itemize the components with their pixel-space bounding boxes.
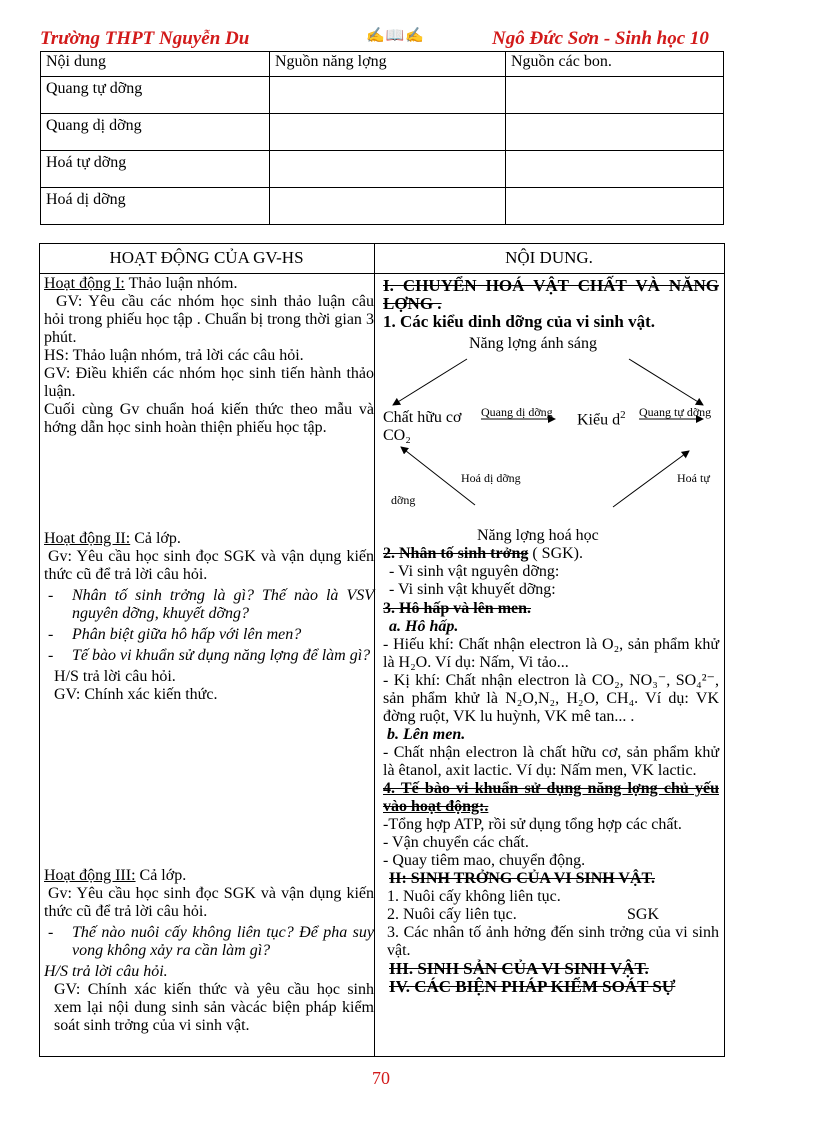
- activity-3: [44, 867, 374, 1035]
- table-cell: Hoá dị dỡng: [41, 188, 270, 225]
- section-heading: II: SINH TRỞNG CỦA VI SINH VẬT.: [389, 870, 655, 887]
- section-heading: I. CHUYỂN HOÁ VẬT CHẤT VÀ NĂNG LỢNG .: [383, 276, 719, 313]
- activity-subtitle: Thảo luận nhóm.: [124, 275, 238, 292]
- header-school: Trường THPT Nguyễn Du: [40, 28, 250, 49]
- paragraph: Gv: Yêu cầu học sinh đọc SGK và vận dụng kiến thức cũ để trả lời câu hỏi.: [44, 885, 374, 920]
- table-header-row: [41, 52, 724, 77]
- sgk-note: SGK: [627, 906, 660, 923]
- question-list: [44, 924, 374, 960]
- table-cell: [506, 151, 724, 188]
- diagram-label-hoa-tu: Hoá tự: [677, 471, 710, 485]
- arrow-light-to-right: [629, 359, 703, 405]
- subsection-heading: 1. Các kiểu dinh dỡng của vi sinh vật.: [383, 312, 656, 331]
- list-item: - Thế nào nuôi cấy không liên tục? Để pha suy vong không xảy ra cần làm gì?: [44, 924, 374, 960]
- header-ornament-icon: ✍📖✍: [366, 28, 426, 44]
- section-heading: 3. Hô hấp và lên men.: [383, 600, 532, 617]
- diagram-center-text: Kiểu d: [577, 411, 621, 429]
- content-heading: NỘI DUNG.: [505, 248, 593, 267]
- table-header-cell: Nội dung: [41, 52, 270, 77]
- paragraph: H/S trả lời câu hỏi.: [44, 963, 168, 980]
- list-item: - Vận chuyển các chất.: [383, 834, 529, 851]
- section-heading: III. SINH SẢN CỦA VI SINH VẬT.: [389, 959, 649, 978]
- section-note: ( SGK).: [528, 545, 584, 562]
- diagram-organic: Chất hữu cơ: [383, 409, 462, 426]
- table-cell: Quang tự dỡng: [41, 77, 270, 114]
- table-header-cell: Nguồn các bon.: [506, 52, 724, 77]
- paragraph: Cuối cùng Gv chuẩn hoá kiến thức theo mẫu và hớng dẫn học sinh hoàn thiện phiếu học tập.: [44, 401, 374, 436]
- paragraph: GV: Chính xác kiến thức và yêu cầu học sinh xem lại nội dung sinh sản vàcác biện pháp kiểm soát sinh trởng của vi sinh vật.: [54, 981, 374, 1034]
- paragraph: GV: Yêu cầu các nhóm học sinh thảo luận câu hỏi trong phiếu học tập . Chuẩn bị trong thời gian 3 phút.: [44, 293, 374, 346]
- diagram-label-hoa-di-dong: Hoá dị dỡng: [461, 471, 521, 485]
- list-item: - Tế bào vi khuẩn sử dụng năng lợng để làm gì?: [44, 647, 374, 665]
- subsection-heading: a. Hô hấp.: [389, 618, 459, 635]
- list-item: - Vi sinh vật nguyên dỡng:: [389, 563, 560, 580]
- table-header-cell: Nguồn năng lợng: [270, 52, 506, 77]
- diagram-center: [577, 409, 626, 429]
- lesson-table: [39, 243, 725, 1057]
- paragraph: HS: Thảo luận nhóm, trả lời các câu hỏi.: [44, 347, 304, 364]
- header-divider: [39, 273, 725, 274]
- list-item: 1. Nuôi cấy không liên tục.: [387, 888, 561, 905]
- section-heading: 4. Tế bào vi khuẩn sử dụng năng lợng chủ yếu vào hoạt động:.: [383, 780, 719, 815]
- paragraph: GV: Điều khiển các nhóm học sinh tiến hành thảo luận.: [44, 365, 374, 400]
- diagram-label-quang-di-dong: Quang dị dỡng: [481, 405, 553, 419]
- activity-subtitle: Cả lớp.: [130, 530, 181, 547]
- table-cell: [270, 77, 506, 114]
- list-item: 3. Các nhân tố ảnh hởng đến sinh trởng của vi sinh vật.: [387, 924, 719, 959]
- page-number: 70: [372, 1068, 390, 1088]
- column-divider: [374, 243, 375, 1057]
- paragraph: - Kị khí: Chất nhận electron là CO₂, NO₃⁻, SO₄²⁻, sản phẩm khử là N₂O,N₂, H₂O, CH₄. Ví dụ: VK đờng ruột, VK lu huỳnh, VK mê tan... .: [383, 672, 719, 725]
- paragraph: Gv: Yêu cầu học sinh đọc SGK và vận dụng kiến thức cũ để trả lời câu hỏi.: [44, 548, 374, 583]
- diagram-label-quang-tu-dong: Quang tự dỡng: [639, 405, 712, 419]
- table-cell: [506, 114, 724, 151]
- list-item: - Nhân tố sinh trởng là gì? Thế nào là VSV nguyên dỡng, khuyết dỡng?: [44, 587, 374, 623]
- section-heading: IV. CÁC BIỆN PHÁP KIỂM SOÁT SỰ: [389, 977, 676, 996]
- paragraph: - Chất nhận electron là chất hữu cơ, sản phẩm khử là êtanol, axit lactic. Ví dụ: Nấm men, VK lactic.: [383, 744, 719, 779]
- subsection-heading: b. Lên men.: [387, 726, 466, 743]
- table-cell: [270, 151, 506, 188]
- diagram-arrows: [383, 335, 719, 545]
- table-row: [41, 77, 724, 114]
- paragraph: H/S trả lời câu hỏi.: [54, 668, 176, 685]
- question-list: [44, 587, 374, 665]
- diagram-co2: CO₂: [383, 427, 411, 444]
- activity-title: Hoạt động III:: [44, 867, 136, 884]
- table-row: [41, 114, 724, 151]
- content-bottom: [383, 545, 719, 996]
- paragraph: GV: Chính xác kiến thức.: [54, 686, 218, 703]
- table-cell: [506, 77, 724, 114]
- activity-1: [44, 275, 374, 437]
- table-cell: [270, 114, 506, 151]
- nutrition-table: [40, 51, 724, 225]
- content-top: [383, 277, 719, 331]
- list-item: - Quay tiêm mao, chuyển động.: [383, 852, 586, 869]
- activity-title: Hoạt động I:: [44, 275, 125, 292]
- activity-subtitle: Cả lớp.: [135, 867, 187, 884]
- list-item: -Tổng hợp ATP, rồi sử dụng tổng hợp các chất.: [383, 816, 682, 833]
- diagram-center-sup: 2: [620, 409, 626, 421]
- table-cell: Quang dị dỡng: [41, 114, 270, 151]
- list-item: - Vi sinh vật khuyết dỡng:: [389, 581, 556, 598]
- paragraph: - Hiếu khí: Chất nhận electron là O₂, sản phẩm khử là H₂O. Ví dụ: Nấm, Vi tảo...: [383, 636, 719, 671]
- diagram-label-dong: dỡng: [391, 493, 416, 507]
- list-item: - Phân biệt giữa hô hấp với lên men?: [44, 626, 374, 644]
- table-cell: [270, 188, 506, 225]
- table-row: [41, 151, 724, 188]
- arrow-light-to-left: [393, 359, 467, 405]
- table-cell: [506, 188, 724, 225]
- list-item: 2. Nuôi cấy liên tục.: [387, 906, 517, 923]
- activity-2: [44, 530, 374, 704]
- activities-heading: HOẠT ĐỘNG CỦA GV-HS: [109, 248, 304, 267]
- list-item-with-note: [383, 906, 719, 924]
- table-row: [41, 188, 724, 225]
- section-heading: 2. Nhân tố sinh trởng: [383, 545, 529, 562]
- nutrition-diagram: [383, 335, 719, 545]
- diagram-light-energy: Năng lợng ánh sáng: [469, 335, 597, 352]
- activity-title: Hoạt động II:: [44, 530, 131, 547]
- table-cell: Hoá tự dỡng: [41, 151, 270, 188]
- header-author: Ngô Đức Sơn - Sinh học 10: [492, 28, 709, 49]
- diagram-chemical-energy: Năng lợng hoá học: [477, 527, 599, 544]
